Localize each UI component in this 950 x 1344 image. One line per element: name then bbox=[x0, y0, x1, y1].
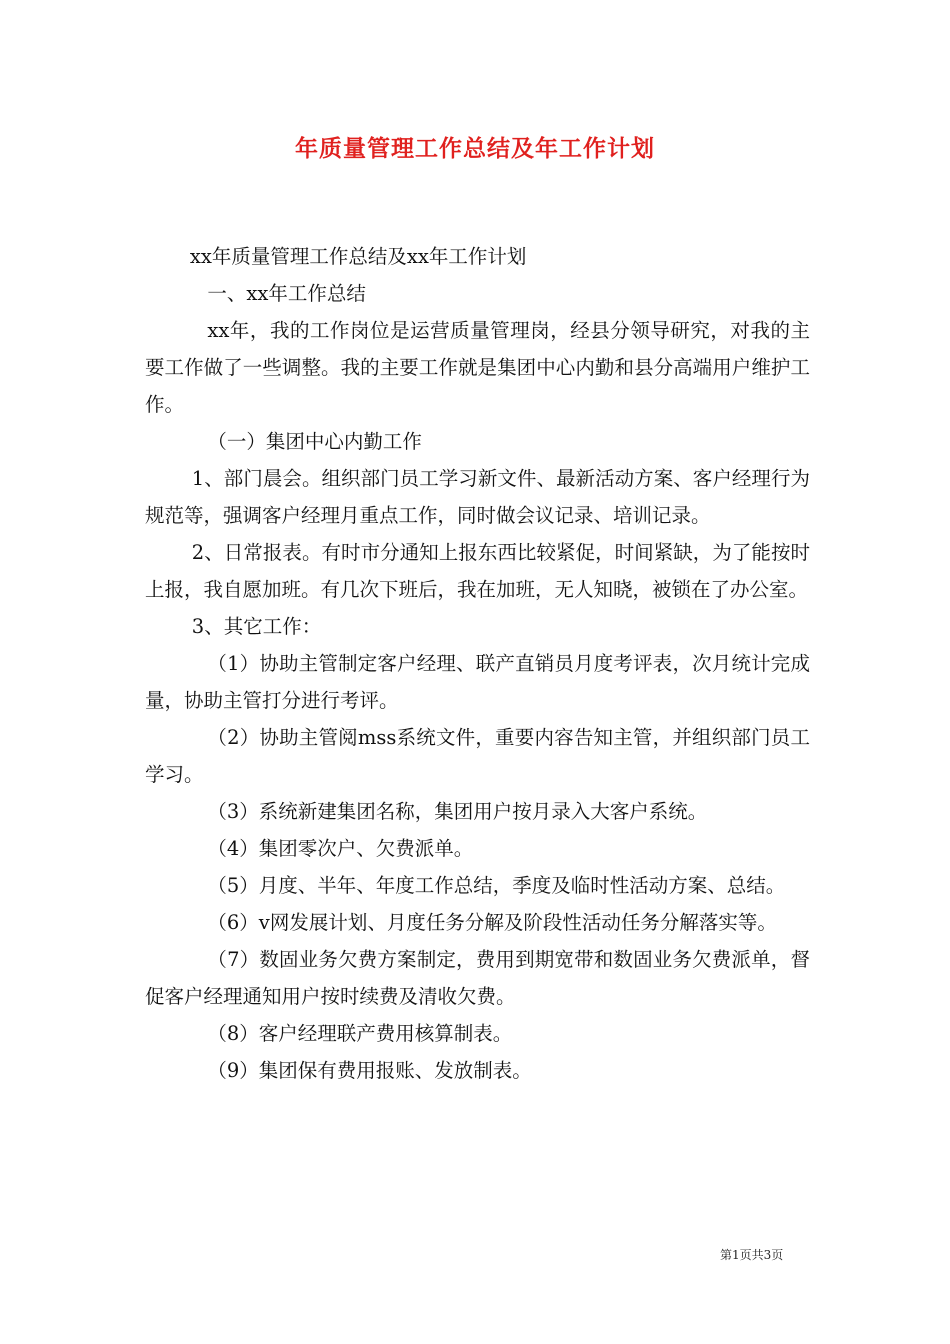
page-number-footer: 第1页共3页 bbox=[720, 1248, 784, 1262]
list-item: （3）系统新建集团名称，集团用户按月录入大客户系统。 bbox=[207, 800, 708, 823]
list-item: （5）月度、半年、年度工作总结，季度及临时性活动方案、总结。 bbox=[207, 874, 786, 897]
list-item: （6）v网发展计划、月度任务分解及阶段性活动任务分解落实等。 bbox=[207, 911, 777, 934]
document-title: 年质量管理工作总结及年工作计划 bbox=[295, 135, 655, 162]
document-body bbox=[145, 238, 810, 1089]
list-item: （7）数固业务欠费方案制定，费用到期宽带和数固业务欠费派单，督促客户经理通知用户按时续费及清收欠费。 bbox=[145, 948, 810, 1008]
paragraph-subtitle: xx年质量管理工作总结及xx年工作计划 bbox=[189, 245, 527, 268]
paragraph: 3、其它工作： bbox=[191, 615, 322, 638]
paragraph-heading-2: （一）集团中心内勤工作 bbox=[207, 430, 422, 453]
list-item: （8）客户经理联产费用核算制表。 bbox=[207, 1022, 513, 1045]
list-item: （9）集团保有费用报账、发放制表。 bbox=[207, 1059, 532, 1082]
paragraph: xx年，我的工作岗位是运营质量管理岗，经县分领导研究，对我的主要工作做了一些调整。我的主要工作就是集团中心内勤和县分高端用户维护工作。 bbox=[145, 319, 810, 416]
list-item: （4）集团零次户、欠费派单。 bbox=[207, 837, 474, 860]
paragraph: 2、日常报表。有时市分通知上报东西比较紧促，时间紧缺，为了能按时上报，我自愿加班。有几次下班后，我在加班，无人知晓，被锁在了办公室。 bbox=[145, 541, 810, 601]
paragraph-heading-1: 一、xx年工作总结 bbox=[207, 282, 366, 305]
paragraph: 1、部门晨会。组织部门员工学习新文件、最新活动方案、客户经理行为规范等，强调客户经理月重点工作，同时做会议记录、培训记录。 bbox=[145, 467, 810, 527]
list-item: （1）协助主管制定客户经理、联产直销员月度考评表，次月统计完成量，协助主管打分进行考评。 bbox=[145, 652, 810, 712]
list-item: （2）协助主管阅mss系统文件，重要内容告知主管，并组织部门员工学习。 bbox=[145, 726, 810, 786]
